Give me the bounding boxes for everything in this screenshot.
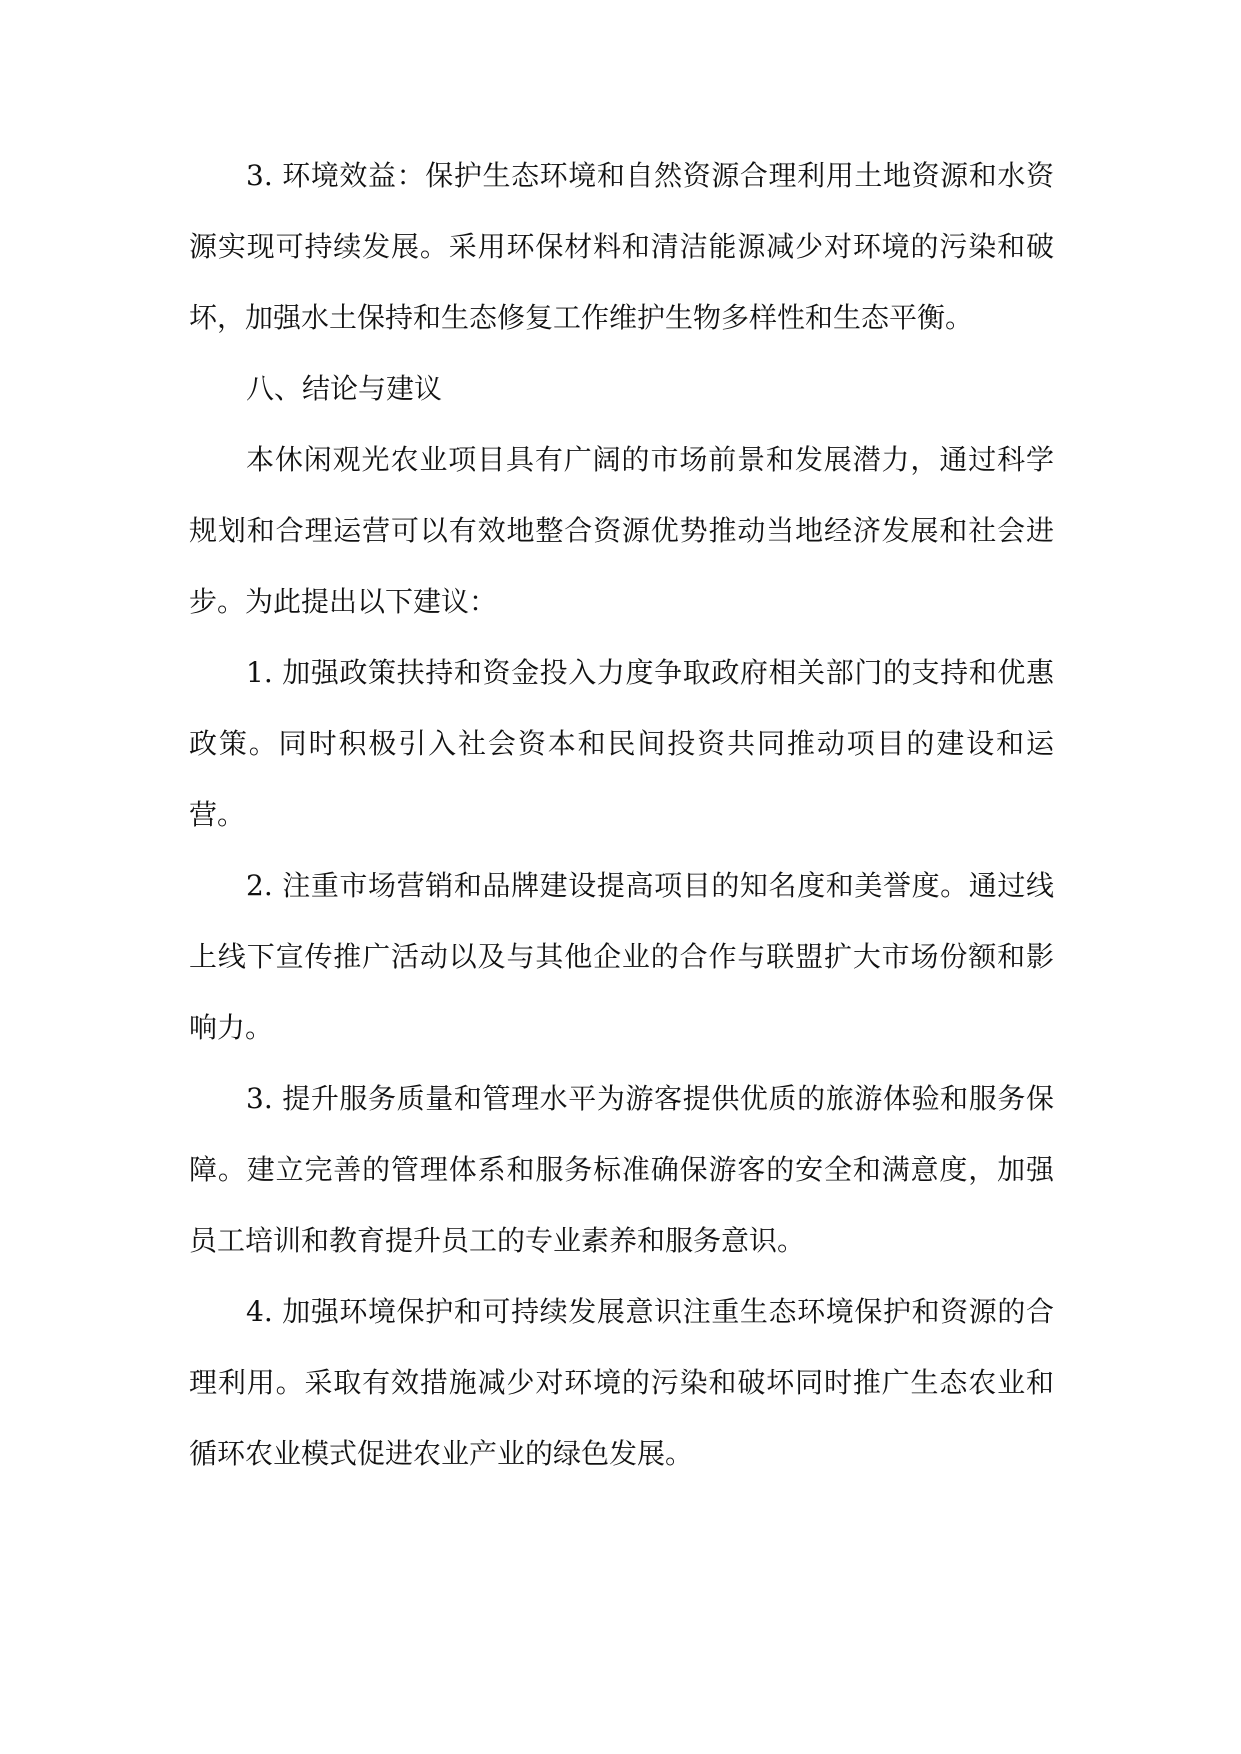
paragraph-suggestion-1: 1. 加强政策扶持和资金投入力度争取政府相关部门的支持和优惠政策。同时积极引入社会资本和民间投资共同推动项目的建设和运营。 [189, 656, 1054, 831]
document-body [189, 140, 1054, 1489]
paragraph-environmental-benefits: 3. 环境效益：保护生态环境和自然资源合理利用土地资源和水资源实现可持续发展。采用环保材料和清洁能源减少对环境的污染和破坏，加强水土保持和生态修复工作维护生物多样性和生态平衡。 [189, 159, 1054, 334]
section-heading-conclusion: 八、结论与建议 [246, 372, 443, 405]
paragraph-suggestion-4: 4. 加强环境保护和可持续发展意识注重生态环境保护和资源的合理利用。采取有效措施减少对环境的污染和破坏同时推广生态农业和循环农业模式促进农业产业的绿色发展。 [189, 1295, 1054, 1470]
paragraph-conclusion-intro: 本休闲观光农业项目具有广阔的市场前景和发展潜力，通过科学规划和合理运营可以有效地整合资源优势推动当地经济发展和社会进步。为此提出以下建议： [189, 443, 1054, 618]
paragraph-suggestion-2: 2. 注重市场营销和品牌建设提高项目的知名度和美誉度。通过线上线下宣传推广活动以及与其他企业的合作与联盟扩大市场份额和影响力。 [189, 869, 1054, 1044]
paragraph-suggestion-3: 3. 提升服务质量和管理水平为游客提供优质的旅游体验和服务保障。建立完善的管理体系和服务标准确保游客的安全和满意度，加强员工培训和教育提升员工的专业素养和服务意识。 [189, 1082, 1054, 1257]
